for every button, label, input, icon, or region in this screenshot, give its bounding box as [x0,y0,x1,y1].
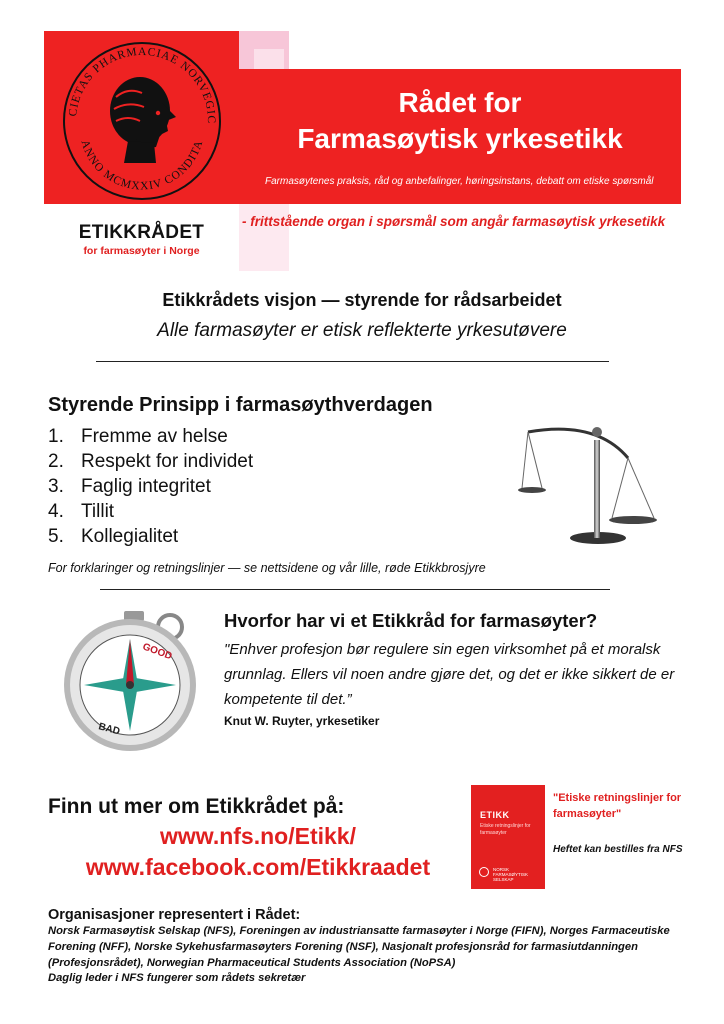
booklet-logo-icon [479,867,489,877]
principles-note: For forklaringer og retningslinjer — se nettsidene og vår lille, røde Etikkbrosjyre [48,561,486,575]
booklet-caption: "Etiske retningslinjer for farmasøyter" [553,792,682,820]
organisations-text: Norsk Farmasøytisk Selskap (NFS), Foreningen av industriansatte farmasøyter i Norge (FIFN), Norges Farmaceutiske Forening (NFF), Norske Sykehusfarmasøyters Forening (NSF), Nasjonalt profesjonsråd for farmasiutdanningen (Profesjonsrådet), Norwegian Pharmaceutical Students Association (NoPSA) [48,925,670,969]
links-title: Finn ut mer om Etikkrådet på: [48,795,345,818]
page-subtitle: Farmasøytenes praksis, råd og anbefalinger, høringsinstans, debatt om etiske spørsmål [265,176,654,187]
facebook-link[interactable]: www.facebook.com/Etikkraadet [85,854,431,880]
booklet-cover-image [471,785,545,889]
list-item: 4. Tillit [48,501,115,522]
balance-scale-icon [516,418,664,548]
header-tagline: - frittstående organ i spørsmål som angår farmasøytisk yrkesetikk [242,214,666,229]
booklet-publisher: NORSK FARMASØYTISK SELSKAP [493,867,529,882]
list-item: 5. Kollegialitet [48,526,179,547]
compass-icon [58,605,208,755]
seal-logo-icon [44,31,239,204]
booklet-cover-title: ETIKK [480,810,510,820]
vision-text: Alle farmasøyter er etisk reflekterte yrkesutøvere [157,320,567,341]
etikkradet-logo-subtitle: for farmasøyter i Norge [83,245,200,257]
why-title: Hvorfor har vi et Etikkråd for farmasøyter? [224,610,598,631]
etikkradet-logo [44,204,239,271]
booklet-cover-subtitle: Etiske retningslinjer for farmasøyter [480,823,531,836]
seal-bottom-text: ANNO MCMXXIV CONDITA [78,138,206,193]
seal-top-text: CIETAS PHARMACIAE NORVEGIC [67,45,218,125]
title-panel [239,69,681,204]
list-item: 1. Fremme av helse [48,426,228,447]
why-author: Knut W. Ruyter, yrkesetiker [224,714,380,728]
compass-bad-label: BAD [97,721,122,738]
booklet-order-note: Heftet kan bestilles fra NFS [553,844,683,855]
principles-title: Styrende Prinsipp i farmasøythverdagen [48,394,433,416]
list-item: 2. Respekt for individet [48,451,254,472]
why-quote: "Enhver profesjon bør regulere sin egen virksomhet på et moralsk grunnlag. Ellers vil noen andre gjøre det, og det er ikke sikkert de er kompetente til det.” [224,641,675,708]
society-seal [44,31,239,204]
organisations-title: Organisasjoner representert i Rådet: [48,907,301,923]
header-banner [44,31,681,271]
organisations-note: Daglig leder i NFS fungerer som rådets sekretær [48,972,306,984]
principles-list [48,424,253,549]
nfs-link[interactable]: www.nfs.no/Etikk/ [160,823,356,849]
list-item: 3. Faglig integritet [48,476,211,497]
etikkradet-logo-title: ETIKKRÅDET [78,222,205,243]
vision-title: Etikkrådets visjon — styrende for rådsarbeidet [162,290,562,310]
page-title-line1: Rådet for [398,87,522,118]
compass-good-label: GOOD [140,641,174,663]
divider [100,589,610,590]
divider [96,361,609,362]
page-title-line2: Farmasøytisk yrkesetikk [297,123,623,154]
